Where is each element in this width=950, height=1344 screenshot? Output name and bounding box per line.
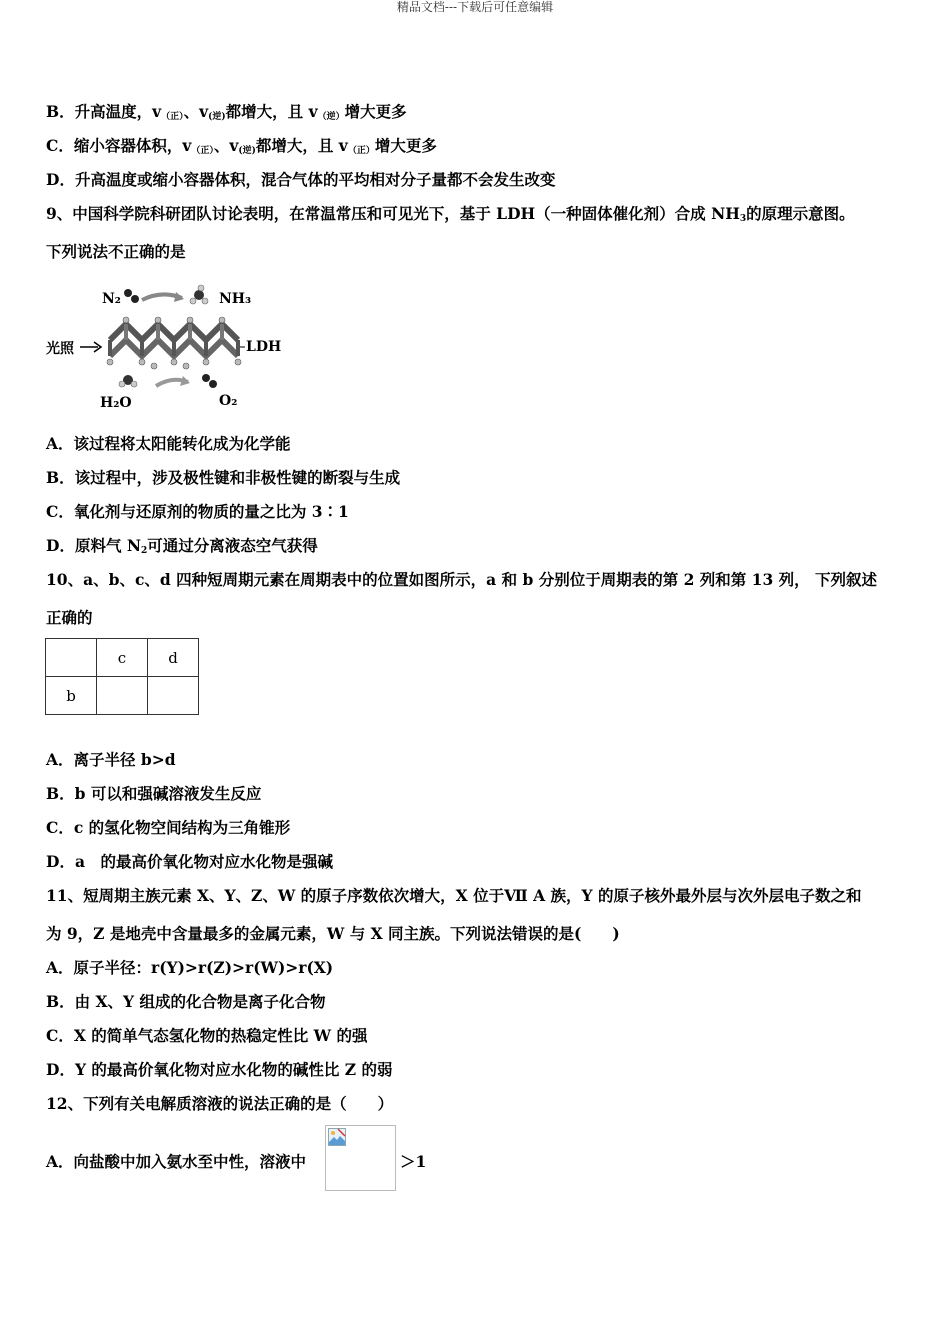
h2o-molecule-icon [119, 375, 137, 387]
q8-option-d: D．升高温度或缩小容器体积，混合气体的平均相对分子量都不会发生改变 [46, 170, 556, 189]
q8-c-mid2: 都增大，且 v [255, 136, 348, 155]
q9-option-d [46, 536, 318, 561]
q9-stem-post: 的原理示意图。 [746, 204, 855, 223]
q9-stem-line2: 下列说法不正确的是 [46, 242, 186, 261]
ldh-lattice-icon [110, 324, 238, 356]
q8-b-mid2: 都增大，且 v [225, 102, 318, 121]
q11-option-b: B．由 X、Y 组成的化合物是离子化合物 [46, 992, 326, 1011]
q8-option-b [46, 102, 407, 127]
page-header: 精品文档---下载后可任意编辑 [396, 0, 554, 14]
q11-stem-line1: 11、短周期主族元素 X、Y、Z、W 的原子序数依次增大，X 位于Ⅶ A 族，Y 的原子核外最外层与次外层电子数之和 [46, 886, 862, 905]
q12-option-a-post: ＞1 [400, 1152, 427, 1171]
q10-option-c: C．c 的氢化物空间结构为三角锥形 [46, 818, 291, 837]
q9-d-sub: 2 [141, 546, 148, 556]
q10-stem-line2: 正确的 [46, 608, 93, 627]
table-row [46, 639, 199, 677]
table-cell: b [46, 677, 97, 715]
q8-b-sub1: （正） [161, 112, 184, 122]
table-cell: d [148, 639, 199, 677]
q11-option-d: D．Y 的最高价氧化物对应水化物的碱性比 Z 的弱 [46, 1060, 393, 1079]
q8-c-mid1: 、v [213, 136, 239, 155]
q8-option-c [46, 136, 437, 161]
q8-b-mid1: 、v [183, 102, 209, 121]
q8-c-sub2: (逆) [238, 146, 256, 156]
q9-stem-sub: 3 [739, 214, 747, 224]
q8-b-sub2: (逆) [208, 112, 226, 122]
q8-c-post: 增大更多 [374, 136, 437, 155]
o2-label: O₂ [219, 393, 238, 409]
q10-option-d: D．a 的最高价氧化物对应水化物是强碱 [46, 852, 333, 871]
nh3-label: NH₃ [219, 291, 252, 307]
q11-option-a: A．原子半径：r(Y)>r(Z)>r(W)>r(X) [46, 958, 334, 977]
n2-label: N₂ [102, 291, 121, 307]
light-label: 光照 [46, 341, 74, 357]
ldh-diagram [44, 280, 284, 416]
q9-d-post: 可通过分离液态空气获得 [147, 536, 318, 555]
q10-stem-line1: 10、a、b、c、d 四种短周期元素在周期表中的位置如图所示，a 和 b 分别位于周期表的第 2 列和第 13 列， 下列叙述 [46, 570, 878, 589]
broken-image-placeholder [325, 1125, 396, 1191]
ldh-label: LDH [246, 339, 282, 355]
table-cell [148, 677, 199, 715]
q8-c-pre: C．缩小容器体积，v [46, 136, 192, 155]
q9-stem-line1 [46, 204, 855, 229]
q9-option-b: B．该过程中，涉及极性键和非极性键的断裂与生成 [46, 468, 401, 487]
table-cell [46, 639, 97, 677]
q9-option-a: A．该过程将太阳能转化成为化学能 [46, 434, 291, 453]
q12-option-a-pre: A．向盐酸中加入氨水至中性，溶液中 [46, 1152, 307, 1171]
q9-stem-pre: 9、中国科学院科研团队讨论表明，在常温常压和可见光下，基于 LDH（一种固体催化剂）合成 NH [46, 204, 740, 223]
q8-b-sub3: （逆） [317, 112, 345, 122]
table-cell: c [97, 639, 148, 677]
q9-d-pre: D．原料气 N [46, 536, 142, 555]
q11-option-c: C．X 的简单气态氢化物的热稳定性比 W 的强 [46, 1026, 368, 1045]
q11-stem-line2: 为 9，Z 是地壳中含量最多的金属元素，W 与 X 同主族。下列说法错误的是( ) [46, 924, 620, 943]
q8-c-sub3: （正） [347, 146, 375, 156]
o2-molecule-icon [202, 374, 217, 388]
q8-b-pre: B．升高温度，v [46, 102, 162, 121]
nh3-molecule-icon [190, 285, 208, 304]
q8-b-post: 增大更多 [344, 102, 407, 121]
q10-option-b: B．b 可以和强碱溶液发生反应 [46, 784, 262, 803]
table-cell [97, 677, 148, 715]
q10-option-a: A．离子半径 b>d [46, 750, 176, 769]
q9-option-c: C．氧化剂与还原剂的物质的量之比为 3∶1 [46, 502, 349, 521]
broken-image-icon [328, 1128, 346, 1146]
h2o-label: H₂O [100, 395, 132, 411]
table-row [46, 677, 199, 715]
q12-stem: 12、下列有关电解质溶液的说法正确的是（ ） [46, 1094, 394, 1113]
q8-c-sub1: （正） [191, 146, 214, 156]
periodic-position-table [45, 638, 199, 715]
n2-molecule-icon [124, 289, 139, 303]
